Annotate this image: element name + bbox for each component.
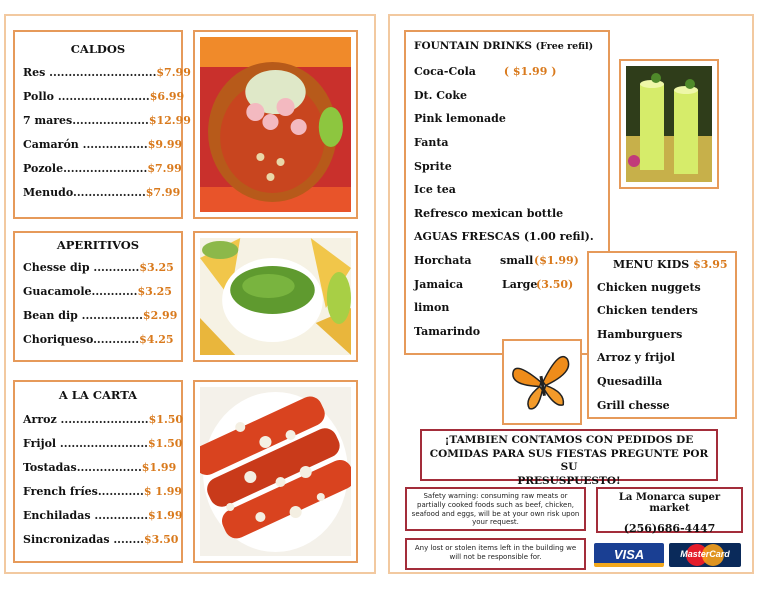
- menu-item: Pollo ........................$6.99: [23, 90, 185, 103]
- caldos-title: CALDOS: [70, 42, 126, 56]
- menu-item: Sincronizadas ........$3.50: [23, 533, 179, 546]
- drinks-section: [404, 30, 610, 355]
- kids-item: Arroz y frijol: [597, 351, 675, 364]
- menu-item: Guacamole............$3.25: [23, 285, 172, 298]
- kids-item: Hamburguers: [597, 328, 683, 341]
- drink-item: AGUAS FRESCAS (1.00 refil).: [414, 230, 594, 243]
- menu-item: Choriqueso............$4.25: [23, 333, 174, 346]
- menu-item: 7 mares....................$12.99: [23, 114, 191, 127]
- kids-title: MENU KIDS $3.95: [613, 258, 728, 271]
- visa-label: VISA: [613, 547, 645, 562]
- caldos-section: [13, 30, 191, 219]
- enchiladas-photo: [193, 380, 358, 563]
- drink-item: Pink lemonade: [414, 112, 506, 125]
- visa-card: [594, 543, 664, 567]
- carta-section: [13, 380, 183, 563]
- safety-warning: Safety warning: consuming raw meats or partially cooked foods such as beef, chicken, seafood and eggs, will be at your own risk upon your request.: [405, 487, 586, 531]
- drink-item: Dt. Coke: [414, 89, 467, 102]
- menu-item: Enchiladas ..............$1.99: [23, 509, 183, 522]
- contact-box: [596, 487, 743, 533]
- drink-item: Tamarindo: [414, 325, 481, 338]
- mastercard-card: [669, 543, 741, 567]
- drink-item: Horchata small ($1.99): [414, 254, 579, 267]
- kids-item: Quesadilla: [597, 375, 663, 388]
- kids-section: [587, 251, 737, 419]
- lost-items-notice: Any lost or stolen items left in the building we will not be responsible for.: [405, 538, 586, 570]
- mastercard-label: MasterCard: [680, 549, 730, 559]
- banner-line: ¡TAMBIEN CONTAMOS CON PEDIDOS DE: [444, 434, 694, 446]
- kids-item: Grill chesse: [597, 399, 670, 412]
- menu-item: Pozole......................$7.99: [23, 162, 182, 175]
- menu-item: Tostadas.................$1.99: [23, 461, 177, 474]
- drink-item: Ice tea: [414, 183, 456, 196]
- pozole-photo: [193, 30, 358, 219]
- kids-item: Chicken tenders: [597, 304, 698, 317]
- drinks-title: FOUNTAIN DRINKS (Free refil): [414, 40, 594, 52]
- banner-line: PRESUSPUESTO!: [517, 474, 621, 487]
- drink-item: Sprite: [414, 160, 452, 173]
- drink-item: Jamaica Large (3.50): [414, 278, 574, 291]
- kids-item: Chicken nuggets: [597, 281, 701, 294]
- menu-item: Camarón .................$9.99: [23, 138, 183, 151]
- menu-item: Arroz .......................$1.50: [23, 413, 184, 426]
- guacamole-photo: [193, 231, 358, 362]
- store-phone: (256)686-4447: [623, 522, 716, 535]
- menu-item: Menudo...................$7.99: [23, 186, 181, 199]
- aperitivos-section: [13, 231, 183, 362]
- parties-banner: [420, 429, 718, 487]
- menu-item: Res ............................$7.99: [23, 66, 191, 79]
- aperitivos-title: APERITIVOS: [56, 238, 140, 252]
- menu-item: Frijol .......................$1.50: [23, 437, 183, 450]
- store-name: La Monarca super market: [618, 492, 721, 514]
- menu-item: French fríes............$ 1.99: [23, 485, 183, 498]
- banner-line: COMIDAS PARA SUS FIESTAS PREGUNTE POR SU: [429, 447, 709, 474]
- menu-item: Chesse dip ............$3.25: [23, 261, 174, 274]
- drink-item: Refresco mexican bottle: [414, 207, 564, 220]
- butterfly-photo: [502, 339, 582, 425]
- drink-item: Fanta: [414, 136, 449, 149]
- drink-item: Coca-Cola ( $1.99 ): [414, 65, 557, 78]
- carta-title: A LA CARTA: [58, 388, 138, 402]
- lemonade-photo: [619, 59, 719, 189]
- menu-item: Bean dip ................$2.99: [23, 309, 178, 322]
- drink-item: limon: [414, 301, 450, 314]
